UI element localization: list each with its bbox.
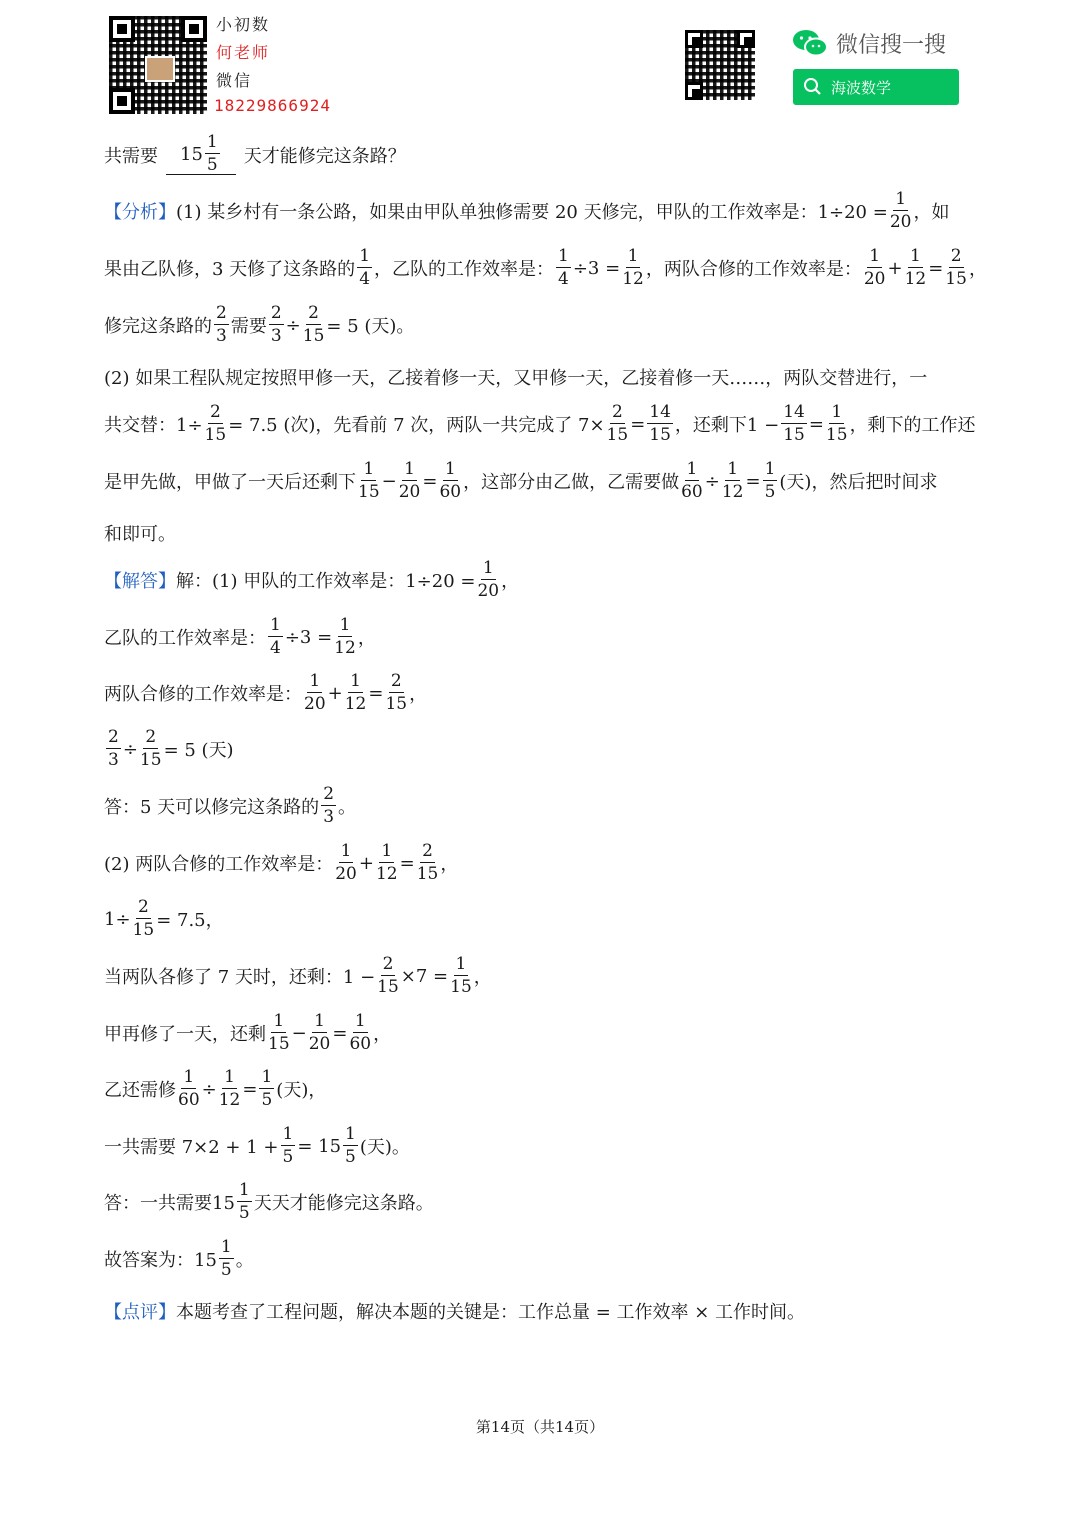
text: 一共需要 7×2 + 1 + [104, 1137, 279, 1158]
numerator: 2 [209, 402, 221, 422]
fraction [303, 305, 325, 345]
search-button[interactable] [793, 69, 959, 105]
numerator: 2 [323, 784, 335, 804]
solution-line-13 [104, 1239, 254, 1279]
fraction [890, 191, 912, 231]
numerator: 1 [831, 402, 843, 422]
numerator: 1 [224, 1067, 235, 1087]
contact-line-2: 何老师 [216, 43, 271, 62]
wechat-icon [792, 28, 828, 58]
fraction [321, 786, 336, 826]
contact-line-3: 微信 [216, 71, 253, 90]
operator: − [381, 470, 397, 492]
fraction [681, 461, 703, 501]
denominator: 3 [323, 807, 335, 827]
text: ， [357, 628, 376, 649]
numerator: 1 [206, 132, 218, 152]
fraction [140, 729, 162, 769]
text: 故答案为：15 [104, 1250, 217, 1271]
text: ， [409, 684, 428, 705]
numerator: 1 [282, 1124, 294, 1144]
fraction [399, 461, 421, 501]
denominator: 4 [558, 269, 569, 289]
numerator: 14 [783, 402, 805, 422]
operator: + [358, 852, 374, 874]
fraction [309, 1013, 331, 1053]
numerator: 1 [909, 246, 921, 266]
operator: = [630, 413, 646, 435]
numerator: 1 [444, 459, 456, 479]
text: 是甲先做，甲做了一天后还剩下 [104, 472, 356, 493]
numerator: 1 [482, 558, 494, 578]
solution-line-4 [104, 729, 234, 769]
numerator: 1 [727, 459, 739, 479]
fraction [269, 305, 284, 345]
text: = 7.5 (次)，先看前 7 次，两队一共完成了 7× [228, 415, 605, 436]
text: ， [501, 571, 520, 592]
numerator: 1 [354, 1011, 366, 1031]
fraction [214, 305, 229, 345]
analysis-line-2 [104, 248, 987, 288]
denominator: 3 [108, 750, 119, 770]
text: 。 [235, 1250, 254, 1271]
denominator: 12 [375, 864, 398, 884]
operator: = [242, 1078, 258, 1100]
text: ×7 = [400, 965, 449, 987]
numerator: 1 [273, 1011, 285, 1031]
operator: = [332, 1022, 348, 1044]
solution-line-6 [104, 843, 458, 883]
numerator: 1 [340, 841, 352, 861]
question-tail [104, 134, 406, 175]
text: = 5 (天)。 [326, 316, 415, 337]
numerator: 1 [183, 1067, 195, 1087]
fraction [781, 404, 807, 444]
denominator: 60 [349, 1034, 372, 1054]
comment-line [104, 1298, 805, 1324]
denominator: 20 [477, 581, 500, 601]
text: ， [440, 854, 459, 875]
denominator: 15 [139, 750, 162, 770]
text: 需要 [230, 316, 267, 337]
operator: = [368, 682, 384, 704]
fraction [722, 461, 744, 501]
denominator: 3 [270, 326, 282, 346]
numerator: 1 [238, 1180, 250, 1200]
contact-phone: 18229866924 [214, 96, 331, 115]
search-icon [803, 77, 823, 97]
text: 乙队的工作效率是： [104, 628, 266, 649]
denominator: 12 [622, 269, 644, 289]
text: ，两队合修的工作效率是： [645, 259, 862, 280]
numerator: 2 [422, 841, 433, 861]
text: ，剩下的工作还 [849, 415, 976, 436]
denominator: 12 [721, 482, 744, 502]
text: 天天才能修完这条路。 [253, 1193, 434, 1214]
fraction [556, 248, 571, 288]
numerator: 1 [869, 246, 881, 266]
denominator: 20 [863, 269, 886, 289]
denominator: 12 [218, 1090, 241, 1110]
text: 15 [180, 143, 203, 165]
denominator: 15 [385, 694, 408, 714]
numerator: 1 [309, 671, 321, 691]
fraction [259, 1069, 274, 1109]
numerator: 2 [145, 727, 157, 747]
fraction [358, 461, 380, 501]
denominator: 15 [825, 425, 848, 445]
analysis-line-4 [104, 364, 927, 390]
text: (天)， [276, 1080, 327, 1101]
fraction [450, 956, 472, 996]
fraction [647, 404, 673, 444]
numerator: 1 [270, 615, 281, 635]
text: ÷3 = [284, 626, 333, 648]
solution-line-11 [104, 1126, 410, 1166]
denominator: 15 [606, 425, 629, 445]
fraction [376, 843, 398, 883]
text: = 15 [297, 1135, 342, 1157]
text: 。 [338, 797, 357, 818]
solution-line-7 [104, 899, 224, 939]
denominator: 5 [261, 1090, 273, 1110]
text: (天)。 [359, 1137, 410, 1158]
fraction [826, 404, 848, 444]
denominator: 15 [450, 977, 472, 997]
text: = 7.5， [156, 910, 224, 931]
contact-line-1: 小初数 [216, 15, 271, 34]
denominator: 15 [783, 425, 805, 445]
fraction [343, 1126, 358, 1166]
numerator: 1 [895, 189, 907, 209]
operator: ÷ [122, 738, 138, 760]
text: 解：(1) 甲队的工作效率是：1÷20 = [176, 571, 476, 592]
numerator: 2 [950, 246, 962, 266]
denominator: 4 [270, 638, 281, 658]
numerator: 2 [390, 671, 402, 691]
text: (2) 两队合修的工作效率是： [104, 854, 334, 875]
text: 1÷ [104, 908, 131, 930]
wechat-search-label: 微信搜一搜 [836, 33, 947, 58]
comment-tag: 【点评】 [104, 1302, 176, 1323]
operator: ÷ [201, 1078, 217, 1100]
denominator: 60 [178, 1090, 200, 1110]
denominator: 15 [649, 425, 671, 445]
text: (1) 某乡村有一条公路，如果由甲队单独修需要 20 天修完，甲队的工作效率是：1÷20 = [176, 202, 888, 223]
solution-line-3 [104, 673, 427, 713]
solution-line-10 [104, 1069, 326, 1109]
text: 乙还需修 [104, 1080, 176, 1101]
operator: = [745, 470, 761, 492]
analysis-tag: 【分析】 [104, 202, 176, 223]
denominator: 15 [358, 482, 380, 502]
text: 两队合修的工作效率是： [104, 684, 302, 705]
fraction [905, 248, 927, 288]
operator: + [887, 257, 903, 279]
numerator: 1 [404, 459, 415, 479]
numerator: 1 [261, 1067, 273, 1087]
fraction [345, 673, 367, 713]
fraction [268, 617, 283, 657]
page-number: 第14页（共14页） [475, 1418, 605, 1436]
text: = 5 (天) [163, 740, 234, 761]
denominator: 15 [416, 864, 439, 884]
fraction [763, 461, 778, 501]
analysis-line-7 [104, 520, 176, 546]
fraction [377, 956, 399, 996]
operator: = [399, 852, 415, 874]
numerator: 1 [363, 459, 375, 479]
numerator: 2 [270, 303, 282, 323]
analysis-line-3 [104, 305, 414, 345]
numerator: 1 [455, 954, 467, 974]
text: 果由乙队修，3 天修了这条路的 [104, 259, 356, 280]
fraction [864, 248, 886, 288]
text: (2) 如果工程队规定按照甲修一天，乙接着修一天，又甲修一天，乙接着修一天……，两队交替进行，一 [104, 368, 928, 389]
text: (天)，然后把时间求 [779, 472, 938, 493]
denominator: 15 [945, 269, 967, 289]
operator: = [928, 257, 944, 279]
numerator: 1 [345, 1124, 356, 1144]
text: 甲再修了一天，还剩 [104, 1024, 266, 1045]
denominator: 15 [377, 977, 399, 997]
text: 和即可。 [104, 524, 176, 545]
numerator: 1 [764, 459, 776, 479]
denominator: 60 [681, 482, 703, 502]
solution-line-9 [104, 1013, 391, 1053]
numerator: 1 [220, 1237, 232, 1257]
qr-code-left [109, 16, 207, 114]
numerator: 1 [381, 841, 393, 861]
operator: + [327, 682, 343, 704]
text: ，乙队的工作效率是： [374, 259, 555, 280]
text: 天才能修完这条路？ [243, 145, 406, 167]
numerator: 2 [611, 402, 623, 422]
denominator: 20 [308, 1034, 331, 1054]
qr-code-right [685, 30, 755, 100]
text: ， [473, 967, 492, 988]
text: 修完这条路的 [104, 316, 212, 337]
fraction [477, 560, 499, 600]
text: ， [373, 1024, 392, 1045]
fraction [334, 617, 356, 657]
analysis-line-6 [104, 461, 937, 501]
denominator: 20 [398, 482, 421, 502]
denominator: 20 [889, 212, 912, 232]
denominator: 4 [359, 269, 371, 289]
solution-line-2 [104, 617, 376, 657]
fraction [133, 899, 155, 939]
numerator: 1 [627, 246, 639, 266]
text: 本题考查了工程问题，解决本题的关键是：工作总量 = 工作效率 × 工作时间。 [176, 1302, 806, 1323]
text: ，这部分由乙做，乙需要做 [463, 472, 680, 493]
denominator: 12 [904, 269, 927, 289]
analysis-line-1 [104, 191, 949, 231]
denominator: 5 [764, 482, 776, 502]
text: ， [968, 259, 987, 280]
numerator: 2 [382, 954, 394, 974]
solution-line-12 [104, 1182, 434, 1222]
numerator: 1 [686, 459, 698, 479]
denominator: 5 [206, 155, 218, 175]
solution-line-8 [104, 956, 492, 996]
text: 共需要 [104, 145, 158, 167]
operator: ÷ [704, 470, 720, 492]
numerator: 1 [314, 1011, 325, 1031]
operator: = [422, 470, 438, 492]
denominator: 5 [345, 1147, 356, 1167]
fraction [205, 404, 227, 444]
numerator: 1 [350, 671, 361, 691]
denominator: 15 [132, 920, 155, 940]
fraction [945, 248, 967, 288]
fraction [205, 134, 220, 174]
denominator: 12 [344, 694, 367, 714]
answer-tag: 【解答】 [104, 571, 176, 592]
denominator: 5 [220, 1260, 232, 1280]
fraction [304, 673, 326, 713]
numerator: 2 [216, 303, 227, 323]
fraction [178, 1069, 200, 1109]
fraction [268, 1013, 290, 1053]
text: 当两队各修了 7 天时，还剩：1 − [104, 967, 376, 988]
fraction [219, 1069, 241, 1109]
solution-line-5 [104, 786, 356, 826]
fraction [622, 248, 644, 288]
numerator: 1 [558, 246, 569, 266]
fraction [335, 843, 357, 883]
numerator: 2 [308, 303, 319, 323]
fraction [281, 1126, 296, 1166]
operator: = [808, 413, 824, 435]
denominator: 3 [216, 326, 227, 346]
operator: ÷ [285, 314, 301, 336]
text: 共交替：1÷ [104, 415, 203, 436]
fraction [357, 248, 372, 288]
operator: − [291, 1022, 307, 1044]
denominator: 20 [335, 864, 357, 884]
fraction [219, 1239, 234, 1279]
denominator: 15 [204, 425, 227, 445]
numerator: 1 [359, 246, 371, 266]
answer-blank [166, 134, 236, 175]
fraction [349, 1013, 371, 1053]
denominator: 5 [238, 1203, 250, 1223]
numerator: 14 [649, 402, 671, 422]
denominator: 60 [439, 482, 462, 502]
search-button-label: 海波数学 [831, 78, 892, 97]
numerator: 2 [137, 897, 149, 917]
text: 答：一共需要15 [104, 1193, 235, 1214]
analysis-line-5 [104, 404, 976, 444]
denominator: 15 [268, 1034, 290, 1054]
fraction [385, 673, 407, 713]
fraction [106, 729, 121, 769]
fraction [439, 461, 461, 501]
text: ，还剩下1 − [674, 415, 780, 436]
fraction [607, 404, 629, 444]
text: 答：5 天可以修完这条路的 [104, 797, 320, 818]
solution-line-1 [104, 560, 519, 600]
denominator: 5 [282, 1147, 294, 1167]
denominator: 15 [302, 326, 325, 346]
fraction [417, 843, 439, 883]
avatar [145, 56, 175, 82]
text: ÷3 = [572, 257, 621, 279]
text: ，如 [913, 202, 950, 223]
denominator: 20 [304, 694, 326, 714]
numerator: 1 [339, 615, 351, 635]
denominator: 12 [334, 638, 356, 658]
fraction [237, 1182, 252, 1222]
numerator: 2 [108, 727, 119, 747]
